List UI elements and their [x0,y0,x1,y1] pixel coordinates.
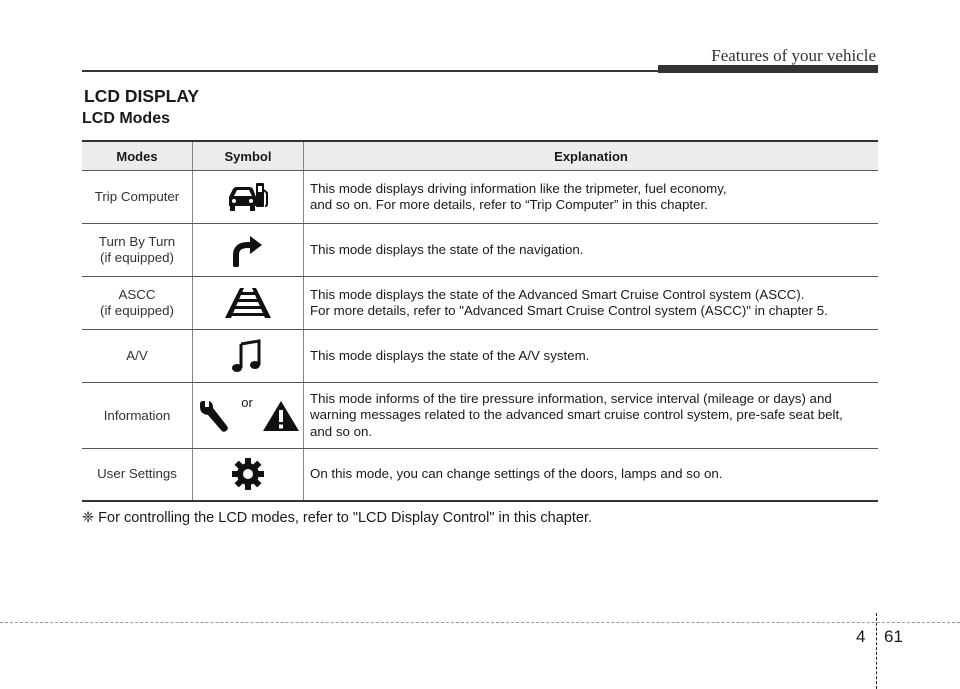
symbol-cell [193,277,304,330]
mode-cell [82,383,193,449]
explanation-cell [304,330,879,383]
music-note-icon [230,348,266,363]
symbol-cell [193,330,304,383]
mode-label: ASCC [118,287,156,302]
mode-cell [82,171,193,224]
mode-cell [82,330,193,383]
symbol-cell [193,449,304,501]
mode-label: A/V [126,348,148,363]
explanation-line: This mode displays the state of the navigation. [310,241,584,257]
gear-icon [230,466,266,481]
explanation-cell [304,449,879,501]
table-row [82,449,878,501]
explanation-cell [304,277,879,330]
footnote: ❈ For controlling the LCD modes, refer to "LCD Display Control" in this chapter. [82,510,593,526]
table-row [82,224,878,277]
wrench-icon [196,407,236,422]
explanation-line: and so on. For more details, refer to “Trip Computer” in this chapter. [310,197,708,212]
column-header-symbol: Symbol [193,141,304,171]
explanation-cell [304,383,879,449]
mode-label: User Settings [97,466,177,482]
header-rule [82,70,662,72]
symbol-cell [193,383,304,449]
explanation-line: On this mode, you can change settings of the doors, lamps and so on. [310,466,723,481]
explanation-line: This mode displays driving information like the tripmeter, fuel economy, [310,180,727,196]
table-header-row [82,141,878,171]
header-tab [658,65,878,73]
car-fuel-icon [226,189,270,204]
chapter-header: Features of your vehicle [711,46,876,65]
footer-rule [0,622,960,624]
explanation-line: warning messages related to the advanced smart cruise control system, pre-safe seat belt, [310,407,843,423]
explanation-cell [304,171,879,224]
explanation-line: This mode informs of the tire pressure information, service interval (mileage or days) and [310,390,832,406]
page-number-divider [876,613,878,689]
mode-label: Turn By Turn [98,234,176,249]
subsection-title: LCD Modes [82,110,170,127]
mode-cell [82,224,193,277]
lcd-modes-table [82,140,878,502]
mode-cell [82,449,193,501]
explanation-line: For more details, refer to "Advanced Smart Cruise Control system (ASCC)" in chapter 5. [310,303,828,318]
mode-qualifier: (if equipped) [100,250,174,265]
explanation-line: and so on. [310,423,373,439]
section-title: LCD DISPLAY [84,86,200,106]
symbol-cell [193,171,304,224]
page-number: 61 [884,627,903,646]
road-lanes-icon [223,295,273,310]
explanation-line: This mode displays the state of the A/V system. [310,347,590,363]
mode-cell [82,277,193,330]
mode-label: Trip Computer [94,189,180,204]
chapter-number: 4 [856,627,866,646]
icon-separator: or [241,395,253,411]
explanation-cell [304,224,879,277]
symbol-cell [193,224,304,277]
column-header-modes: Modes [82,141,193,171]
turn-arrow-icon [228,242,268,257]
explanation-line: This mode displays the state of the Advanced Smart Cruise Control system (ASCC). [310,286,805,302]
warning-triangle-icon [262,407,300,422]
mode-qualifier: (if equipped) [100,303,174,318]
table-row [82,330,878,383]
column-header-explanation: Explanation [304,141,879,171]
table-row [82,277,878,330]
mode-label: Information [103,407,171,423]
table-row [82,171,878,224]
table-row [82,383,878,449]
